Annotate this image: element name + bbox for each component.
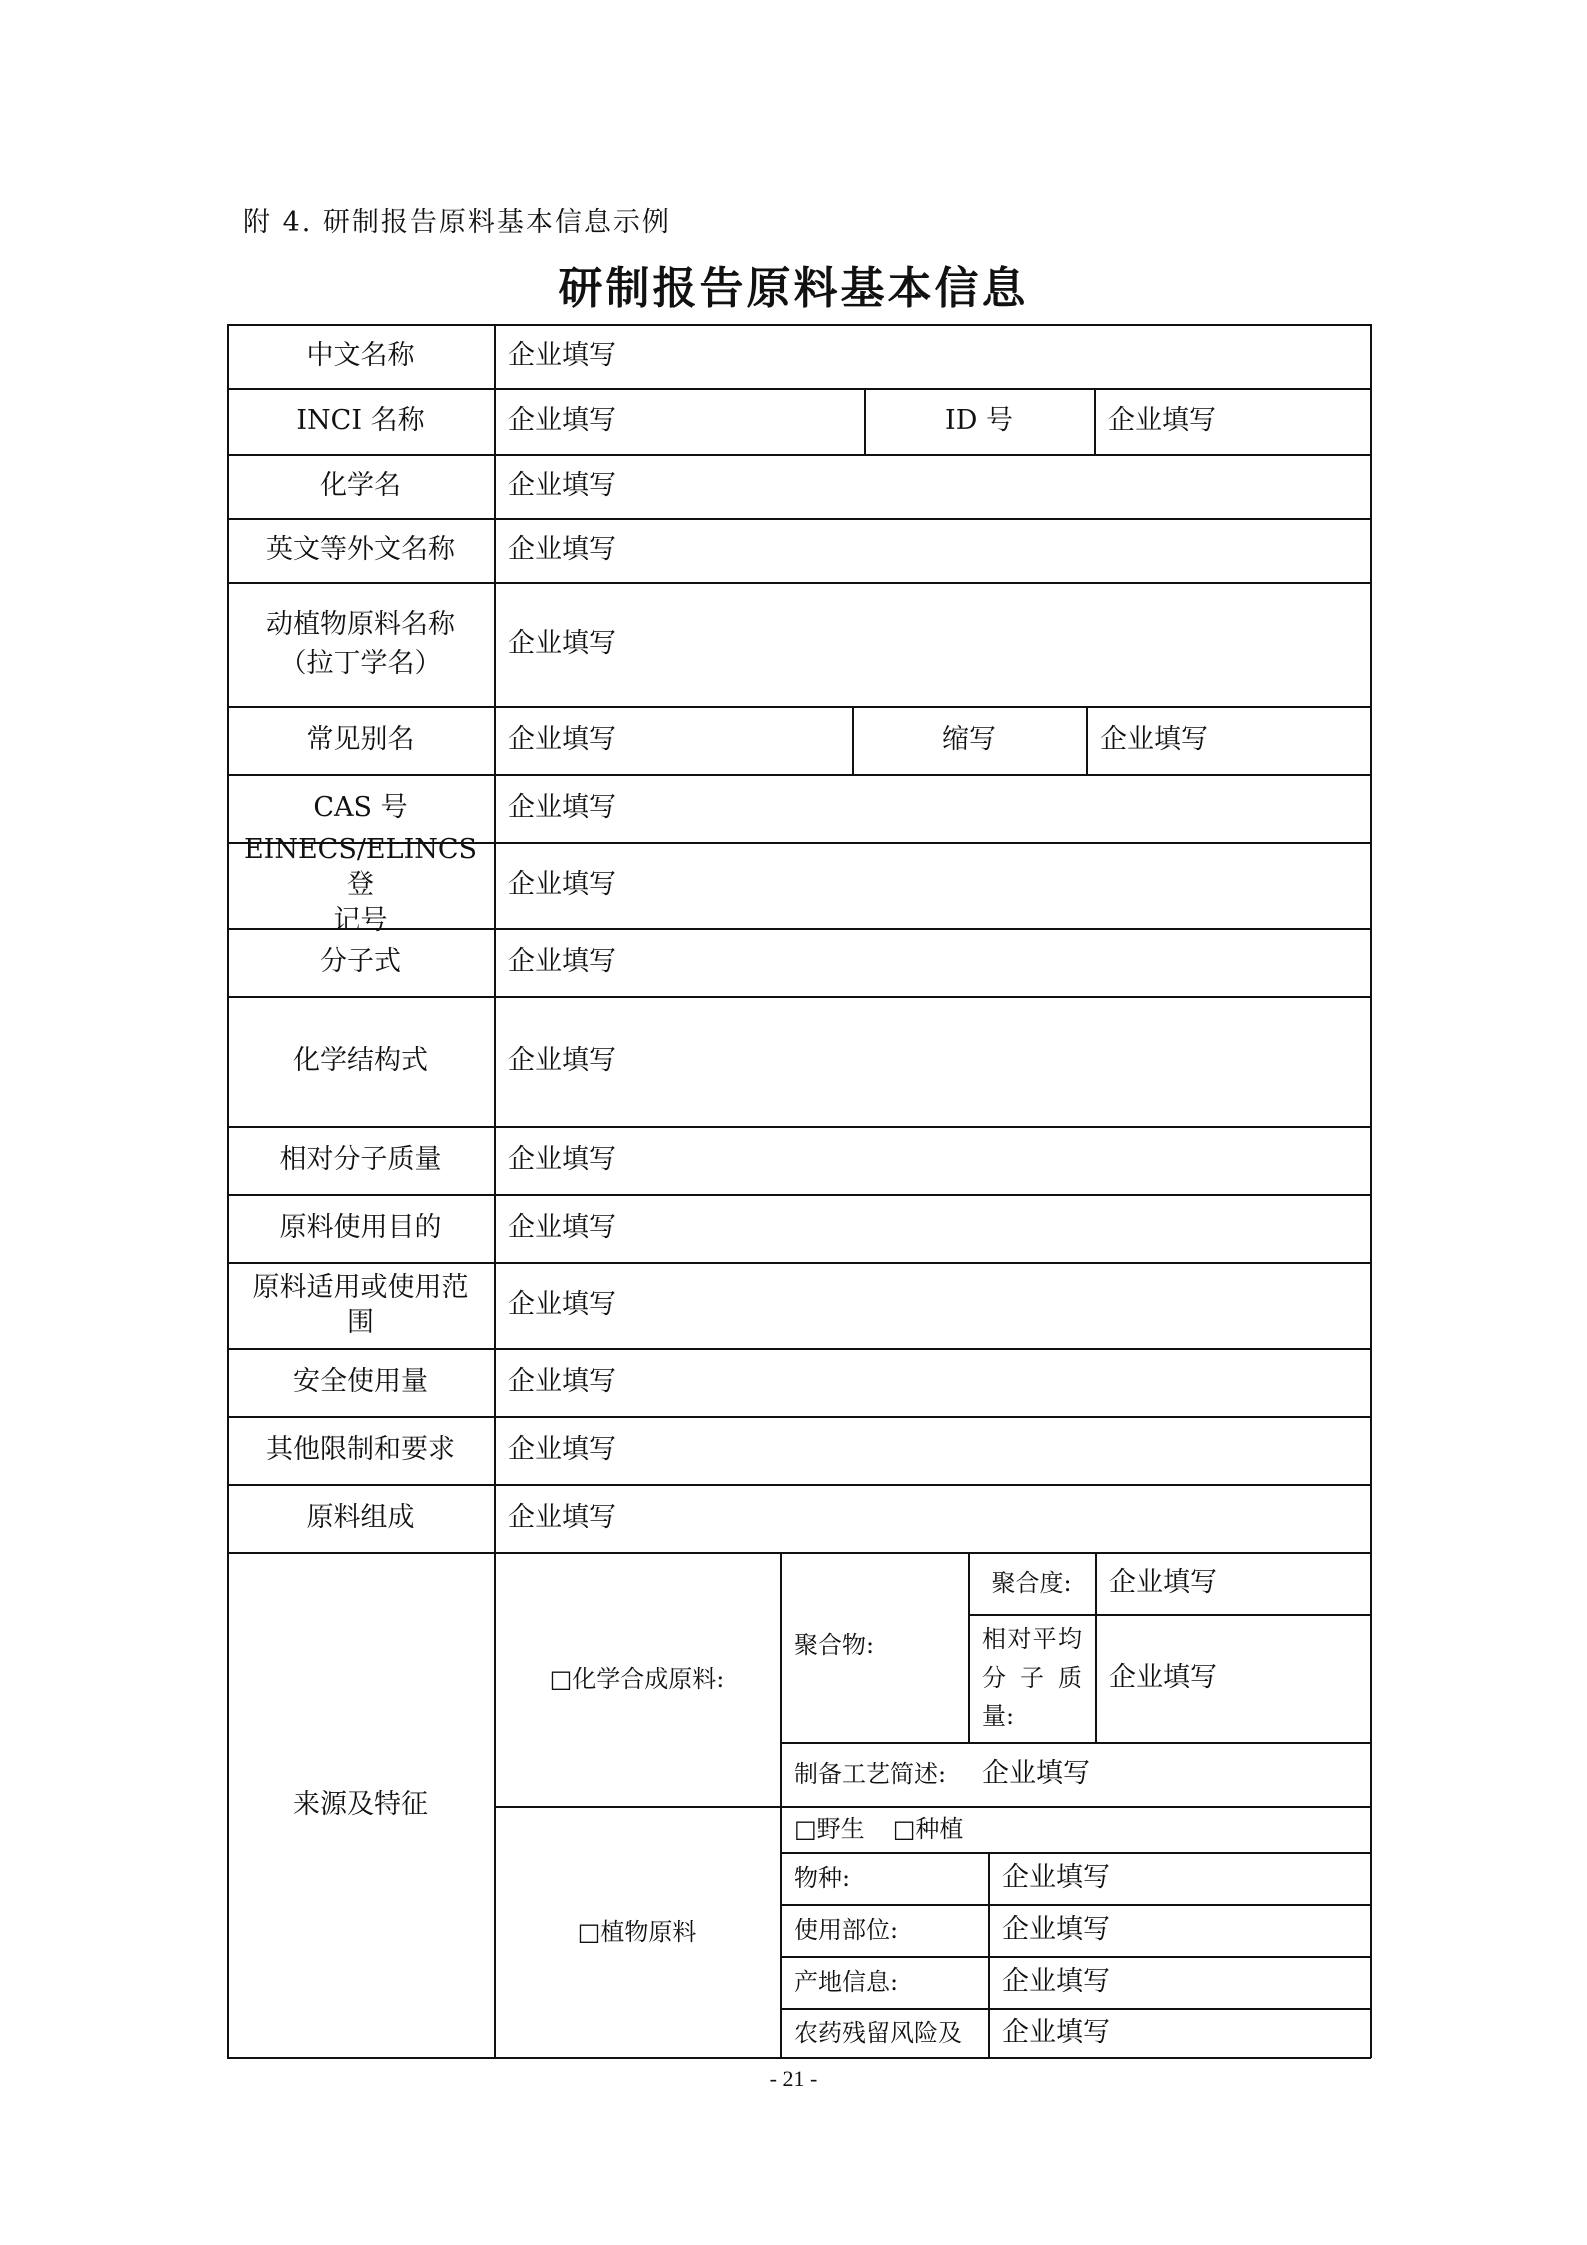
label-composition: 原料组成: [306, 1502, 415, 1534]
plant-origin-options: [780, 1806, 1371, 1852]
page-title: 研制报告原料基本信息: [558, 263, 1029, 314]
label-polymer: 聚合物:: [794, 1631, 875, 1659]
label-part-used: 使用部位:: [794, 1915, 899, 1944]
label-inci-name: INCI 名称: [296, 405, 425, 437]
chemical-structure-value[interactable]: 企业填写: [508, 1045, 616, 1077]
label-usage-scope: [227, 1262, 494, 1348]
label-usage-purpose: 原料使用目的: [279, 1212, 442, 1244]
label-einecs-line1: EINECS/ELINCS 登: [243, 834, 478, 901]
label-usage-scope-line1: 原料适用或使用范: [252, 1271, 469, 1303]
label-einecs-number: [227, 834, 494, 936]
label-source-characteristics: 来源及特征: [293, 1789, 428, 1821]
plant-material-checkbox[interactable]: □植物原料: [577, 1917, 697, 1946]
label-degree-of-polymerization: 聚合度:: [991, 1568, 1072, 1597]
molecular-mass-value[interactable]: 企业填写: [508, 1144, 616, 1176]
label-avg-mass-line1: 相对平均: [982, 1625, 1082, 1654]
species-value[interactable]: 企业填写: [1002, 1862, 1110, 1894]
usage-purpose-value[interactable]: 企业填写: [508, 1212, 616, 1244]
label-einecs-line2: 记号: [333, 904, 388, 936]
molecular-formula-value[interactable]: 企业填写: [508, 946, 616, 978]
label-chemical-name: 化学名: [320, 470, 401, 502]
label-origin-info: 产地信息:: [794, 1967, 899, 1996]
other-limits-value[interactable]: 企业填写: [508, 1434, 616, 1466]
label-usage-scope-line2: 围: [347, 1307, 374, 1338]
usage-scope-value[interactable]: 企业填写: [508, 1289, 616, 1321]
chemical-synthesis-checkbox[interactable]: □化学合成原料:: [549, 1664, 725, 1693]
pesticide-risk-value[interactable]: 企业填写: [1002, 2017, 1110, 2049]
common-alias-value[interactable]: 企业填写: [508, 724, 616, 756]
part-used-value[interactable]: 企业填写: [1002, 1914, 1110, 1946]
label-avg-mass-line2: 分 子 质: [982, 1663, 1082, 1692]
appendix-caption: 附 4. 研制报告原料基本信息示例: [243, 207, 671, 238]
label-english-name: 英文等外文名称: [266, 534, 455, 566]
label-molecular-formula: 分子式: [320, 946, 401, 978]
label-safe-dosage: 安全使用量: [293, 1366, 428, 1398]
chinese-name-value[interactable]: 企业填写: [508, 340, 616, 372]
label-id-number: ID 号: [945, 405, 1013, 437]
label-preparation-process: 制备工艺简述:: [794, 1759, 947, 1788]
label-chinese-name: 中文名称: [306, 340, 415, 372]
average-molecular-mass-value[interactable]: 企业填写: [1109, 1662, 1217, 1694]
degree-of-polymerization-value[interactable]: 企业填写: [1109, 1567, 1217, 1599]
label-common-alias: 常见别名: [306, 724, 415, 756]
page-number: - 21 -: [769, 2066, 818, 2091]
einecs-number-value[interactable]: 企业填写: [508, 869, 616, 901]
label-other-limits: 其他限制和要求: [266, 1434, 455, 1466]
latin-name-value[interactable]: 企业填写: [508, 628, 616, 660]
english-name-value[interactable]: 企业填写: [508, 534, 616, 566]
cultivated-checkbox[interactable]: □种植: [892, 1814, 964, 1843]
label-molecular-mass: 相对分子质量: [279, 1144, 442, 1176]
origin-info-value[interactable]: 企业填写: [1002, 1966, 1110, 1998]
id-number-value[interactable]: 企业填写: [1108, 405, 1216, 437]
cas-number-value[interactable]: 企业填写: [508, 792, 616, 824]
label-abbreviation: 缩写: [942, 724, 996, 756]
label-average-molecular-mass: [982, 1614, 1082, 1742]
abbreviation-value[interactable]: 企业填写: [1100, 724, 1208, 756]
label-chemical-structure: 化学结构式: [293, 1045, 428, 1077]
preparation-process-value[interactable]: 企业填写: [982, 1758, 1090, 1790]
label-species: 物种:: [794, 1863, 851, 1892]
label-latin-name: [227, 582, 494, 706]
composition-value[interactable]: 企业填写: [508, 1502, 616, 1534]
label-cas-number: CAS 号: [313, 792, 408, 824]
info-table: [227, 324, 1371, 2058]
label-avg-mass-line3: 量:: [982, 1702, 1015, 1731]
safe-dosage-value[interactable]: 企业填写: [508, 1366, 616, 1398]
inci-name-value[interactable]: 企业填写: [508, 405, 616, 437]
label-latin-name-line2: （拉丁学名）: [279, 648, 442, 679]
label-pesticide-risk: 农药残留风险及: [794, 2018, 962, 2047]
label-latin-name-line1: 动植物原料名称: [266, 608, 455, 640]
chemical-name-value[interactable]: 企业填写: [508, 470, 616, 502]
wild-checkbox[interactable]: □野生: [794, 1814, 865, 1843]
